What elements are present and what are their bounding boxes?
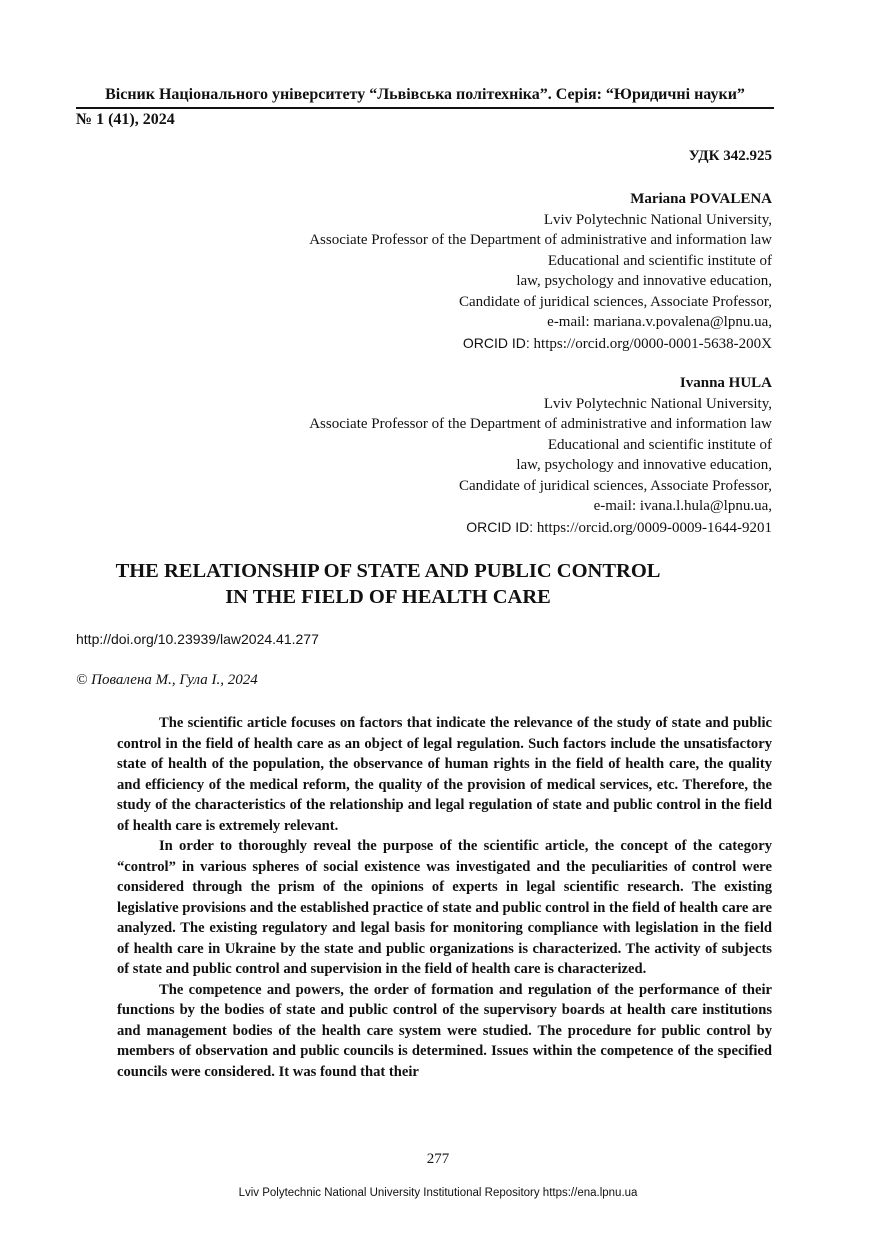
journal-title: Вісник Національного університету “Львівська політехніка”. Серія: “Юридичні науки” [105,86,745,103]
abstract-paragraph-2: In order to thoroughly reveal the purpose of the scientific article, the concept of the category “control” in various spheres of social existence was investigated and the peculiarities of control were considered through the prism of the opinions of experts in legal scientific research. The existing legislative provisions and the established practice of state and public control in the field of health care are analyzed. The existing regulatory and legal basis for monitoring compliance with legislation in the field of health care in Ukraine by the state and public organizations is characterized. The activity of subjects of state and public control and supervision in the field of health care is characterized. [117,838,772,977]
author-affiliation: Lviv Polytechnic National University, [543,395,772,412]
author-email: e-mail: ivana.l.hula@lpnu.ua, [593,498,772,514]
abstract-paragraph-1: The scientific article focuses on factors that indicate the relevance of the study of state and public control in the field of health care as an object of legal regulation. Such factors include the unsatisfactory state of health of the population, the observance of human rights in the field of health care, the quality and efficiency of the medical reform, the quality of the provision of medical services, etc. Therefore, the study of the characteristics of the relationship and legal regulation of state and public control in the field of health care is extremely relevant. [117,715,772,834]
udk-code: УДК 342.925 [688,148,772,164]
author-institute-cont: law, psychology and innovative education, [516,273,772,289]
author-position: Associate Professor of the Department of administrative and information law [309,232,772,248]
author-block-povalena [212,189,772,354]
author-name: Ivanna HULA [679,375,772,391]
orcid-label: ORCID ID: [462,334,530,351]
orcid-link[interactable]: https://orcid.org/0000-0001-5638-200X [533,335,772,352]
author-institute-cont: law, psychology and innovative education, [516,457,772,473]
repository-footer: Lviv Polytechnic National University Institutional Repository https://ena.lpnu.ua [238,1187,638,1199]
author-institute: Educational and scientific institute of [547,436,772,453]
journal-header [76,84,774,131]
abstract [117,713,772,1082]
article-title-line-1: THE RELATIONSHIP OF STATE AND PUBLIC CONTROL [115,560,661,582]
journal-issue: № 1 (41), 2024 [76,111,175,128]
author-institute: Educational and scientific institute of [547,252,772,269]
author-email: e-mail: mariana.v.povalena@lpnu.ua, [547,314,772,330]
copyright-notice: © Повалена М., Гула І., 2024 [76,672,258,688]
orcid-link[interactable]: https://orcid.org/0009-0009-1644-9201 [536,519,772,536]
article-title-line-2: IN THE FIELD OF HEALTH CARE [225,586,551,608]
author-degree: Candidate of juridical sciences, Associate Professor, [458,293,772,310]
page-number: 277 [426,1151,450,1167]
orcid-label: ORCID ID: [466,518,534,535]
author-position: Associate Professor of the Department of administrative and information law [309,416,772,432]
article-title [76,558,774,610]
author-orcid [212,517,772,539]
abstract-paragraph-3: The competence and powers, the order of formation and regulation of the performance of their functions by the bodies of state and public control of the supervisory boards at health care institutions and management bodies of the health care system were studied. The procedure for public control by members of observation and public councils is determined. Issues within the competence of the specified councils were considered. It was found that their [117,981,772,1080]
doi-link[interactable]: http://doi.org/10.23939/law2024.41.277 [76,631,319,647]
author-orcid [212,333,772,355]
author-degree: Candidate of juridical sciences, Associate Professor, [458,477,772,494]
author-affiliation: Lviv Polytechnic National University, [543,211,772,228]
author-block-hula [212,373,772,538]
author-name: Mariana POVALENA [630,191,772,207]
